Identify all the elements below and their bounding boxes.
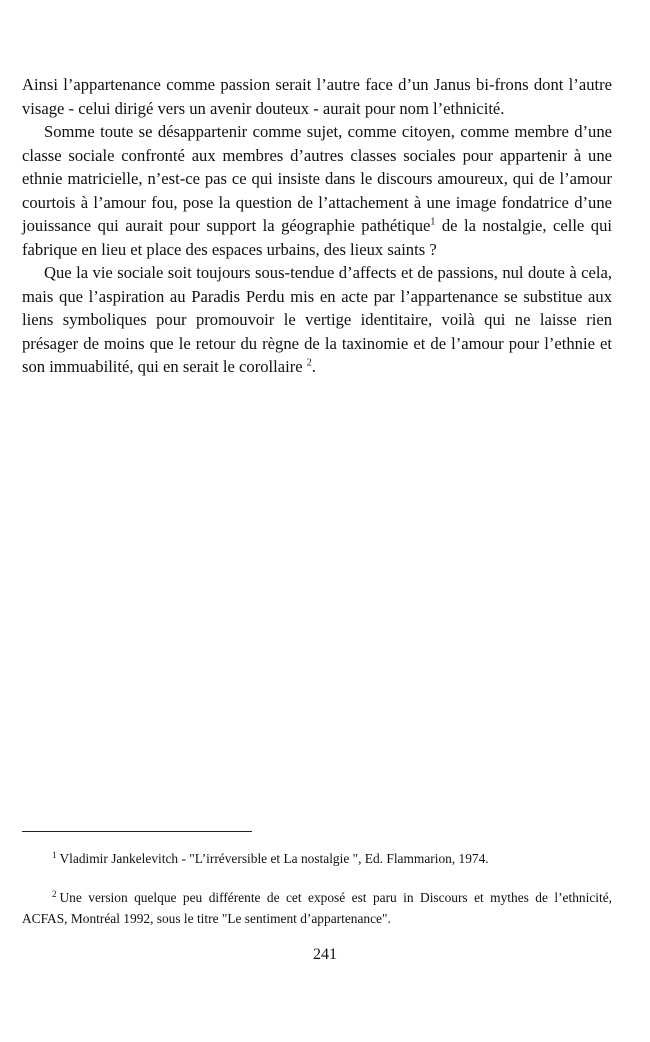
footnote-1-text: Vladimir Jankelevitch - "L’irréversible et La nostalgie ", Ed. Flammarion, 1974. (59, 851, 489, 866)
paragraph-2-text-after: de la nostalgie, celle qui fabrique en lieu et place des espaces urbains, des lieux saints ? (22, 216, 612, 259)
footnote-2-mark: 2 (52, 888, 57, 899)
footnote-1-mark: 1 (52, 849, 57, 860)
footnote-ref-1: 1 (430, 216, 436, 228)
footnote-2 (22, 887, 612, 929)
paragraph-2-text-before: Somme toute se désappartenir comme sujet, comme citoyen, comme membre d’une classe sociale confronté aux membres d’autres classes sociales pour appartenir à une ethnie matricielle, n’est-ce pas ce qui insiste dans le discours amoureux, qui de l’amour courtois à l’amour fou, pose la question de l’attachement à une image fondatrice d’une jouissance qui aurait pour support la géographie pathétique (22, 122, 612, 235)
footnote-ref-2: 2 (306, 357, 312, 369)
page-number: 241 (313, 946, 337, 963)
paragraph-1: Ainsi l’appartenance comme passion serait l’autre face d’un Janus bi-frons dont l’autre visage - celui dirigé vers un avenir douteux - aurait pour nom l’ethnicité. (22, 75, 612, 118)
main-text (22, 73, 612, 379)
footnote-separator (22, 831, 252, 832)
paragraph-3-text-before: Que la vie sociale soit toujours sous-tendue d’affects et de passions, nul doute à cela, mais que l’aspiration au Paradis Perdu mis en acte par l’appartenance se substitue aux liens symboliques pour promouvoir le vertige identitaire, voilà qui ne laisse rien présager de moins que le retour du règne de la taxinomie et de l’amour pour l’ethnie et son immuabilité, qui en serait le corollaire (22, 263, 612, 376)
footnote-2-text: Une version quelque peu différente de cet exposé est paru in Discours et mythes de l’ethnicité, ACFAS, Montréal 1992, sous le titre "Le sentiment d’appartenance". (22, 890, 612, 926)
paragraph-3-text-after: . (311, 357, 316, 376)
footnote-1 (22, 848, 612, 869)
paragraph-3 (22, 261, 612, 379)
paragraph-2 (22, 120, 612, 261)
